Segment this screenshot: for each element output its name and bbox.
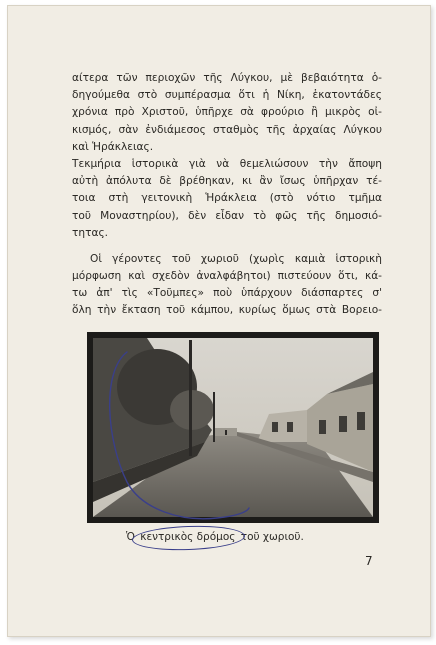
text-line: χρόνια πρὸ Χριστοῦ, ὑπῆρχε σὰ φρούριο ἢ μικρὸς οἰ- (72, 106, 382, 119)
text-line: αίτερα τῶν περιοχῶν τῆς Λύγκου, μὲ βεβαιότητα ὁ- (72, 72, 382, 84)
caption-suffix: τοῦ χωριοῦ. (240, 531, 304, 543)
caption-circled-text: κεντρικὸς δρόμος (140, 531, 236, 543)
pen-circle-mark (132, 524, 246, 552)
circled-caption-words (138, 531, 237, 543)
book-page (7, 5, 431, 637)
text-line: μόρφωση καὶ σχεδὸν ἀναλφάβητοι) πιστεύουν ὅτι, κά- (72, 270, 382, 283)
text-line: ὅλη τὴν ἔκταση τοῦ κάμπου, κυρίως ὅμως στὰ Βορειο- (72, 304, 382, 317)
body-text (72, 70, 382, 320)
page-number: 7 (365, 554, 373, 568)
text-line: Οἱ γέροντες τοῦ χωριοῦ (χωρὶς καμιὰ ἱστορικὴ (90, 252, 382, 265)
text-line: Τεκμήρια ἱστορικὰ γιὰ νὰ θεμελιώσουν τὴν ἄποψη (72, 157, 382, 170)
text-line: τω ἀπ' τὶς «Τοῦμπες» ποὺ ὑπάρχουν διάσπαρτες σ' (72, 287, 382, 300)
text-line: τοια στὴ γειτονικὴ Ἡράκλεια (στὸ νότιο τμῆμα (72, 192, 382, 205)
caption-prefix: Ὁ (126, 531, 135, 543)
text-line: τοῦ Μοναστηρίου), δὲν εἶδαν τὸ φῶς τῆς δημοσιό- (72, 209, 382, 222)
village-street-photo (87, 332, 379, 523)
photo-caption (126, 531, 346, 543)
text-line: αὐτὴ ἀπόλυτα δὲ βρέθηκαν, κι ἂν ἴσως ὑπῆρχαν τέ- (72, 175, 382, 188)
text-line: τητας. (72, 226, 109, 239)
text-line: δηγούμεθα στὸ συμπέρασμα ὅτι ἡ Νίκη, ἑκατοντάδες (72, 89, 382, 102)
photo-image (87, 332, 379, 523)
text-line: κισμός, σὰν ἐνδιάμεσος σταθμὸς τῆς ἀρχαίας Λύγκου (72, 123, 382, 136)
text-line: καὶ Ἡράκλειας. (72, 140, 154, 153)
